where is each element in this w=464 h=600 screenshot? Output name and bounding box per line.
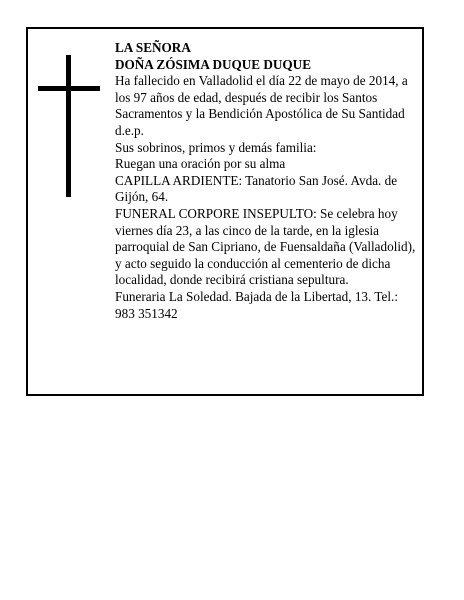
cross-icon bbox=[38, 55, 100, 197]
prayer-request: Ruegan una oración por su alma bbox=[115, 156, 286, 172]
cross-vertical-bar bbox=[66, 55, 71, 197]
deceased-name: DOÑA ZÓSIMA DUQUE DUQUE bbox=[115, 56, 312, 72]
chapel-info: CAPILLA ARDIENTE: Tanatorio San José. Avda. de Gijón, 64. bbox=[115, 172, 398, 205]
obituary-notice bbox=[26, 27, 424, 396]
funeral-info: FUNERAL CORPORE INSEPULTO: Se celebra hoy viernes día 23, a las cinco de la tarde, en la iglesia parroquial de San Cipriano, de Fuensaldaña (Valladolid), y acto seguido la conducción al cementerio de dicha localidad, donde recibirá cristiana sepultura. bbox=[115, 205, 416, 288]
honorific: LA SEÑORA bbox=[115, 40, 191, 55]
funeral-home-info: Funeraria La Soledad. Bajada de la Libertad, 13. Tel.: 983 351342 bbox=[115, 288, 398, 321]
notice-text bbox=[115, 40, 420, 322]
family-line: Sus sobrinos, primos y demás familia: bbox=[115, 139, 317, 155]
cross-horizontal-bar bbox=[38, 86, 100, 91]
death-statement: Ha fallecido en Valladolid el día 22 de mayo de 2014, a los 97 años de edad, después de recibir los Santos Sacramentos y la Bendición Apostólica de Su Santidad d.e.p. bbox=[115, 73, 408, 138]
